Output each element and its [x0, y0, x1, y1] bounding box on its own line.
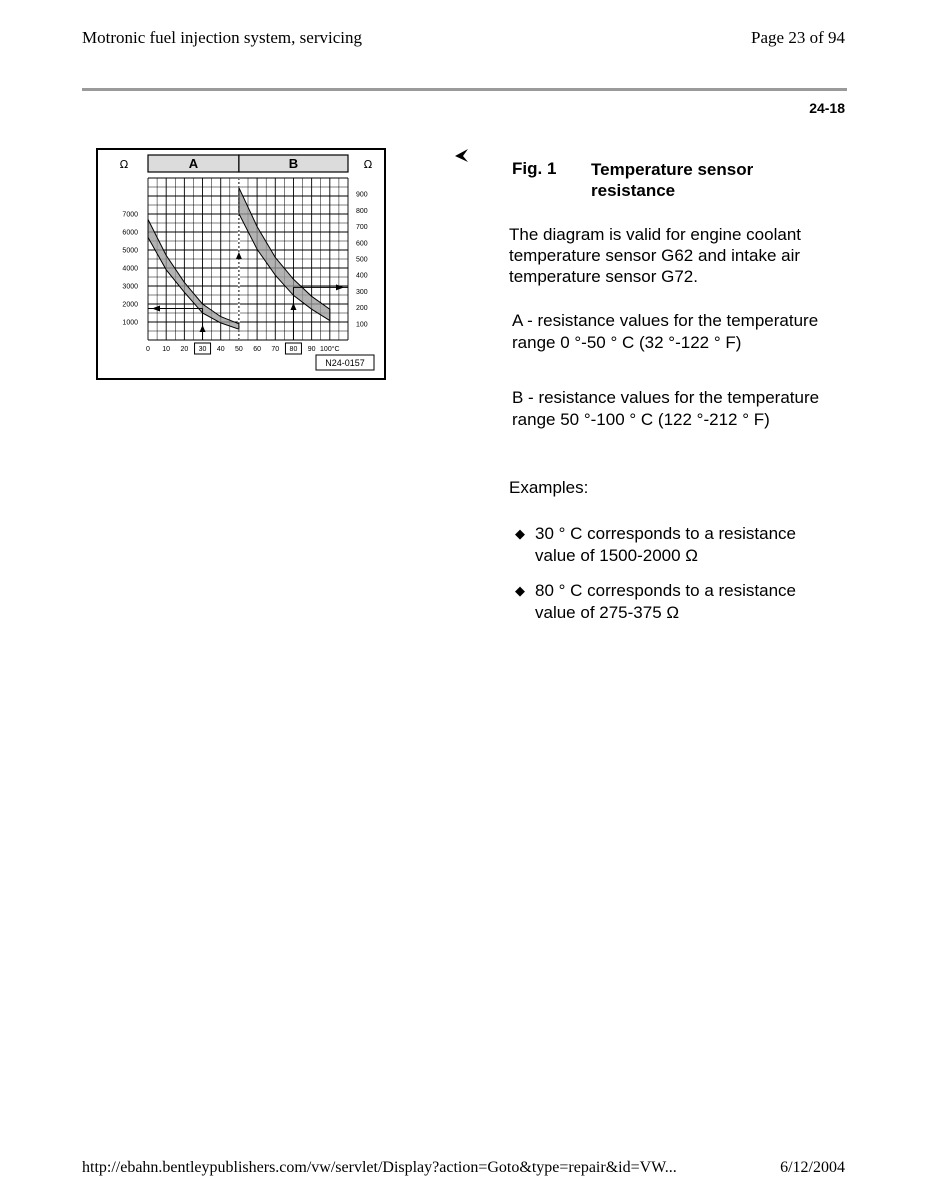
y-right-tick-label: 100	[356, 321, 368, 329]
y-right-tick-label: 500	[356, 256, 368, 264]
range-b-description: B - resistance values for the temperature range 50 °-100 ° C (122 °-212 ° F)	[512, 388, 820, 429]
x-tick-label: 20	[180, 346, 189, 353]
diamond-bullet-icon: ◆	[515, 583, 525, 598]
panel-b-label: B	[288, 156, 299, 171]
y-left-tick-label: 2000	[122, 301, 138, 309]
y-right-tick-label: 800	[356, 207, 368, 215]
x-tick-label: 100°C	[320, 346, 340, 353]
example-text: 80 ° C corresponds to a resistance value of 275-375 Ω	[535, 581, 796, 622]
header-rule	[82, 88, 847, 91]
image-id-label: N24-0157	[325, 358, 365, 368]
y-left-tick-label: 1000	[122, 319, 138, 327]
y-right-tick-label: 200	[356, 305, 368, 313]
range-a-description: A - resistance values for the temperature range 0 °-50 ° C (32 °-122 ° F)	[512, 311, 819, 352]
document-title: Motronic fuel injection system, servicing	[82, 28, 362, 47]
y-right-tick-label: 900	[356, 191, 368, 199]
resistance-diagram	[96, 148, 386, 380]
y-right-tick-label: 300	[356, 288, 368, 296]
section-number: 24-18	[809, 100, 845, 116]
figure-label: Fig. 1	[512, 159, 557, 178]
page-number: Page 23 of 94	[751, 28, 845, 47]
example-a-left-arrow	[152, 306, 160, 312]
footer-url: http://ebahn.bentleypublishers.com/vw/servlet/Display?action=Goto&type=repair&id=VW...	[82, 1159, 677, 1176]
x-tick-label: 10	[162, 346, 171, 353]
panel-a-label: A	[188, 156, 199, 171]
triangle-pointer-icon	[452, 146, 472, 166]
footer-date: 6/12/2004	[780, 1159, 845, 1176]
figure-title: Temperature sensor resistance	[591, 160, 754, 200]
x-tick-label: 40	[216, 346, 225, 353]
left-unit-label: Ω	[119, 158, 129, 171]
x-tick-label: 60	[253, 346, 261, 353]
diamond-bullet-icon: ◆	[515, 526, 525, 541]
y-left-tick-label: 5000	[122, 247, 138, 255]
divider-up-arrow	[236, 252, 242, 259]
example-a-up-arrow	[200, 325, 206, 332]
x-tick-label: 90	[307, 346, 316, 353]
x-tick-label: 70	[271, 346, 280, 353]
y-right-tick-label: 700	[356, 224, 368, 232]
x-tick-label: 0	[146, 346, 150, 353]
example-b-right-arrow	[336, 284, 344, 290]
y-left-tick-label: 7000	[122, 211, 138, 219]
examples-label: Examples:	[509, 478, 589, 497]
intro-text: The diagram is valid for engine coolant temperature sensor G62 and intake air temperature sensor G72.	[509, 225, 801, 286]
example-text: 30 ° C corresponds to a resistance value of 1500-2000 Ω	[535, 524, 796, 565]
y-right-tick-label: 600	[356, 240, 368, 248]
x-tick-label: 80	[289, 346, 298, 353]
right-unit-label: Ω	[363, 158, 373, 171]
y-right-tick-label: 400	[356, 272, 368, 280]
x-tick-label: 30	[198, 346, 207, 353]
y-left-tick-label: 4000	[122, 265, 138, 273]
y-left-tick-label: 3000	[122, 283, 138, 291]
y-left-tick-label: 6000	[122, 229, 138, 237]
x-tick-label: 50	[235, 346, 243, 353]
